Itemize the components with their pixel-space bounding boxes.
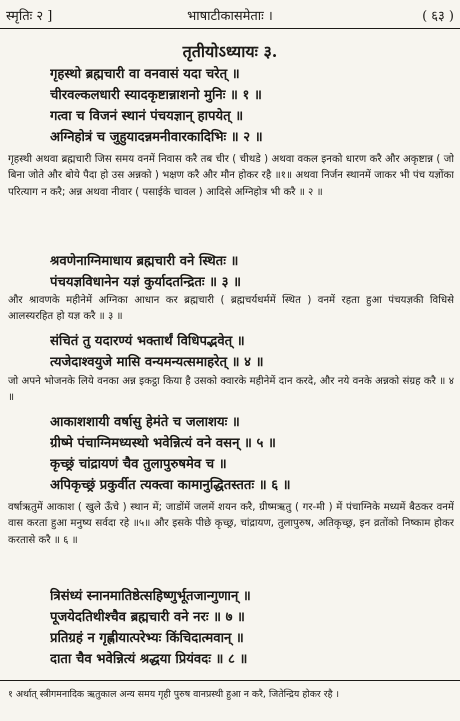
verse-line: गृहस्थो ब्रह्मचारी वा वनवासं यदा चरेत् ॥ (50, 67, 240, 82)
commentary-text: जो अपने भोजनके लिये वनका अन्न इकट्ठा किया है उसको क्वारके महीनेमें दान करदे, और नये वनके अन्नको संग्रह करै ॥ ४ ॥ (8, 376, 454, 404)
verse-line: त्यजेदाश्वयुजे मासि वन्यमन्यत्समाहरेत् ॥ ४ ॥ (50, 355, 264, 370)
footnote-rule (0, 680, 460, 681)
verse-block-1-2 (50, 64, 450, 148)
commentary-text: और श्रावणके महीनेमें अग्निका आधान कर ब्रह्मचारी ( ब्रह्मचर्यधर्ममें स्थित ) वनमें रहता हुआ पंचयज्ञकी विधिसे आलस्यरहित हो यज्ञ करै ॥ ३ ॥ (8, 295, 454, 323)
verse-line: पंचयज्ञविधानेन यज्ञं कुर्यादतन्द्रितः ॥ ३ ॥ (50, 275, 241, 290)
verse-line: अपिकृच्छ्रं प्रकुर्वीत त्यक्त्वा कामानुद्धितस्ततः ॥ ६ ॥ (50, 478, 291, 493)
verse-line: श्रवणेनाग्निमाधाय ब्रह्मचारी वने स्थितः ॥ (50, 254, 239, 269)
chapter-title: तृतीयोऽध्यायः ३. (182, 42, 278, 61)
commentary-text: वर्षाऋतुमें आकाश ( खुले ऊँचे ) स्थान में; जाडोंमें जलमें शयन करै, ग्रीष्मऋतु ( गर-मी ) में पंचाग्निके मध्यमें बैठकर वनमें वास करता हुआ मनुष्य सर्वदा रहे ॥५॥ और इसके पीछे कृच्छ्र, चांद्रायण, तुलापुरुष, अतिकृच्छ्र, इन व्रतोंको निष्काम होकर करतासे करै ॥ ६ ॥ (8, 502, 454, 546)
commentary-3 (8, 293, 454, 327)
verse-line: संचितं तु यदारण्यं भक्तार्थं विधिपद्भवेत् ॥ (50, 334, 245, 349)
verse-line: पूजयेदतिथीश्चैव ब्रह्मचारी वने नरः ॥ ७ ॥ (50, 610, 245, 625)
header-page-number: ( ६३ ) (422, 9, 454, 24)
verse-line: त्रिसंध्यं स्नानमातिष्ठेत्सहिष्णुर्भूतजान्गुणान् ॥ (50, 589, 251, 604)
verse-block-4 (50, 331, 450, 373)
commentary-4 (8, 374, 454, 408)
header-running-title: भाषाटीकासमेताः । (187, 9, 273, 24)
header-book-title: स्मृतिः २ ] (6, 9, 53, 24)
verse-line: ग्रीष्मे पंचाग्निमध्यस्थो भवेन्नित्यं वने वसन् ॥ ५ ॥ (50, 436, 276, 451)
verse-line: चीरवल्कलधारी स्यादकृष्टान्नाशनो मुनिः ॥ १ ॥ (50, 88, 262, 103)
verse-line: दाता चैव भवेन्नित्यं श्रद्धया प्रियंवदः ॥ ८ ॥ (50, 652, 248, 667)
commentary-text: गृहस्थी अथवा ब्रह्मचारी जिस समय वनमें निवास करै तब चीर ( चीथडे ) अथवा वकल इनको धारण करै और अकृष्टान्न ( जो बिना जोते और बोये पैदा हो उस अन्नको ) भक्षण करै और मौन होकर रहै ॥१॥ अथवा निर्जन स्थानमें जाकर भी पंच यज्ञोंका परित्याग न करै; अन्न अथवा नीवार ( पसाईके चावल ) आदिसे अग्निहोत्र भी करै ॥ २ ॥ (8, 154, 454, 198)
verse-line: कृच्छ्रं चांद्रायणं चैव तुलापुरुषमेव च ॥ (50, 457, 227, 472)
verse-line: आकाशशायी वर्षासु हेमंते च जलाशयः ॥ (50, 415, 240, 430)
verse-line: प्रतिग्रहं न गृह्णीयात्परेभ्यः किंचिदात्मवान् ॥ (50, 631, 244, 646)
page-header (6, 4, 454, 26)
verse-block-5-6 (50, 412, 450, 496)
verse-block-3 (50, 251, 450, 293)
header-rule (0, 28, 460, 29)
commentary-5-6 (8, 500, 454, 568)
footnote: १ अर्थात् स्त्रीगमनादिक ऋतुकाल अन्य समय गृही पुरुष वानप्रस्थी हुआ न करै, जितेन्द्रिय होकर रहै । (8, 689, 340, 700)
verse-line: अग्निहोत्रं च जुहुयादन्नमनीवारकादिभिः ॥ २ ॥ (50, 130, 263, 145)
verse-block-7-8 (50, 586, 450, 670)
verse-line: गत्वा च विजनं स्थानं पंचयज्ञान् हापयेत् ॥ (50, 109, 244, 124)
commentary-1-2 (8, 152, 454, 252)
